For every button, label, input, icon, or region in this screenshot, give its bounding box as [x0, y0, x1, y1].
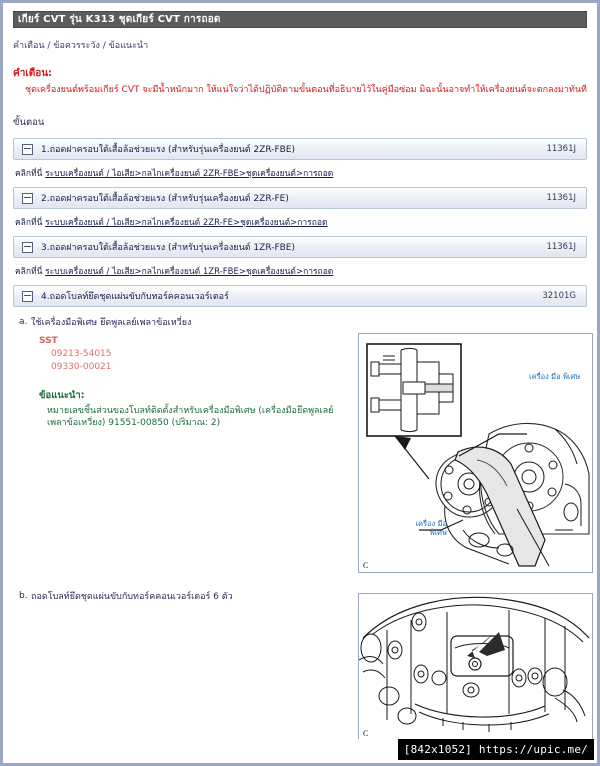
sst-label: SST	[39, 336, 58, 346]
page-title: เกียร์ CVT รุ่น K313 ชุดเกียร์ CVT การถอด	[18, 14, 221, 25]
step-code: 11361J	[546, 144, 576, 154]
figure-sst-crankshaft-pulley	[358, 333, 593, 573]
step-link-path[interactable]: ระบบเครื่องยนต์ / ไอเสีย>กลไกเครื่องยนต์ 1ZR-FBE>ชุดเครื่องยนต์>การถอด	[45, 267, 334, 277]
figure-2-drawing	[359, 594, 592, 739]
figure-torque-converter-bolts	[358, 593, 593, 739]
step-code: 11361J	[546, 193, 576, 203]
minus-box-icon[interactable]	[22, 144, 33, 155]
watermark-footer	[398, 739, 594, 760]
step-title: 4.ถอดโบลท์ยึดชุดแผ่นขับกับทอร์คคอนเวอร์เตอร์	[41, 292, 229, 302]
instruction-letter: b.	[19, 591, 28, 601]
instruction-letter: a.	[19, 317, 28, 327]
step-row[interactable]	[13, 138, 587, 160]
step-row[interactable]	[13, 236, 587, 258]
step-title: 1.ถอดฝาครอบใต้เสื้อล้อช่วยแรง (สำหรับรุ่นเครื่องยนต์ 2ZR-FBE)	[41, 145, 296, 155]
instruction-block-b	[13, 591, 343, 604]
figure-corner-mark: C	[363, 561, 369, 570]
figure-label-sst-bottom: เครื่อง มือ พิเศษ	[415, 519, 447, 537]
figure-label-sst-top: เครื่อง มือ พิเศษ	[529, 372, 581, 381]
step-link-path[interactable]: ระบบเครื่องยนต์ / ไอเสีย>กลไกเครื่องยนต์ 2ZR-FE>ชุดเครื่องยนต์>การถอด	[45, 218, 328, 228]
step-link-lead: คลิกที่นี่	[15, 218, 43, 228]
step-row[interactable]	[13, 285, 587, 307]
warning-text: ชุดเครื่องยนต์พร้อมเกียร์ CVT จะมีน้ำหนักมาก ให้แน่ใจว่าได้ปฏิบัติตามขั้นตอนที่อธิบายไว้ในคู่มือซ่อม มิฉะนั้นอาจทำให้เครื่องยนต์จะตกลงมาทันที	[25, 85, 587, 95]
step-link-lead: คลิกที่นี่	[15, 267, 43, 277]
sst-number: 09213-54015	[51, 349, 112, 359]
window-titlebar	[13, 11, 587, 28]
step-link-path[interactable]: ระบบเครื่องยนต์ / ไอเสีย>กลไกเครื่องยนต์ 2ZR-FBE>ชุดเครื่องยนต์>การถอด	[45, 169, 334, 179]
step-title: 3.ถอดฝาครอบใต้เสื้อล้อช่วยแรง (สำหรับรุ่นเครื่องยนต์ 1ZR-FBE)	[41, 243, 296, 253]
instruction-text: ใช้เครื่องมือพิเศษ ยึดพูลเลย์เพลาข้อเหวี่ยง	[31, 318, 192, 328]
step-list	[13, 138, 587, 307]
hint-text: หมายเลขชิ้นส่วนของโบลท์ติดตั้งสำหรับเครื่องมือพิเศษ (เครื่องมือยึดพูลเลย์เพลาข้อเหวี่ยง) 91551-00850 (ปริมาณ: 2)	[47, 406, 334, 428]
step-link-lead: คลิกที่นี่	[15, 169, 43, 179]
step-link-row[interactable]	[15, 264, 587, 278]
minus-box-icon[interactable]	[22, 193, 33, 204]
minus-box-icon[interactable]	[22, 242, 33, 253]
warning-block	[13, 66, 587, 97]
document-body	[3, 3, 597, 739]
step-row[interactable]	[13, 187, 587, 209]
step-link-row[interactable]	[15, 166, 587, 180]
step-code: 32101G	[542, 291, 576, 301]
warning-heading: คำเตือน:	[13, 68, 53, 79]
steps-section-label: ขั้นตอน	[13, 117, 45, 128]
figure-corner-mark: C	[363, 729, 369, 738]
breadcrumb: คำเตือน / ข้อควรระวัง / ข้อแนะนำ	[13, 41, 149, 51]
hint-heading: ข้อแนะนำ:	[39, 390, 85, 401]
watermark-text: [842x1052] https://upic.me/	[403, 743, 588, 756]
step-title: 2.ถอดฝาครอบใต้เสื้อล้อช่วยแรง (สำหรับรุ่นเครื่องยนต์ 2ZR-FE)	[41, 194, 289, 204]
figure-1-drawing	[359, 334, 592, 572]
step-link-row[interactable]	[15, 215, 587, 229]
sst-number: 09330-00021	[51, 362, 112, 372]
instruction-text: ถอดโบลท์ยึดชุดแผ่นขับกับทอร์คคอนเวอร์เตอร์ 6 ตัว	[31, 592, 233, 602]
step-code: 11361J	[546, 242, 576, 252]
minus-box-icon[interactable]	[22, 291, 33, 302]
